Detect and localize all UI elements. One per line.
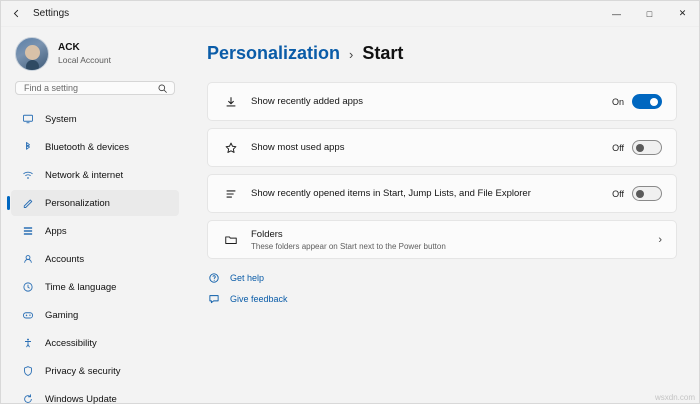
star-icon xyxy=(221,141,241,155)
setting-row-recently-added-apps[interactable] xyxy=(207,82,677,121)
toggle-switch[interactable] xyxy=(632,186,662,201)
main-content xyxy=(187,27,699,403)
sidebar-item-network-internet[interactable] xyxy=(11,162,179,188)
toggle-group xyxy=(612,94,662,109)
breadcrumb xyxy=(207,43,677,64)
sidebar-item-label: Apps xyxy=(45,225,67,237)
watermark: wsxdn.com xyxy=(654,393,695,402)
sidebar-item-bluetooth-devices[interactable] xyxy=(11,134,179,160)
minimize-button[interactable]: — xyxy=(612,8,621,19)
sidebar-item-label: Accessibility xyxy=(45,337,97,349)
sidebar-item-time-language[interactable] xyxy=(11,274,179,300)
page-title: Start xyxy=(362,43,404,63)
feedback-icon xyxy=(207,293,221,305)
shield-icon xyxy=(21,365,35,377)
give-feedback-label: Give feedback xyxy=(230,294,288,304)
system-icon xyxy=(21,113,35,125)
sidebar xyxy=(1,27,187,403)
sidebar-item-privacy-security[interactable] xyxy=(11,358,179,384)
sidebar-item-apps[interactable] xyxy=(11,218,179,244)
window-body xyxy=(1,27,699,403)
toggle-switch[interactable] xyxy=(632,94,662,109)
toggle-knob xyxy=(636,144,644,152)
setting-title: Show recently opened items in Start, Jump Lists, and File Explorer xyxy=(251,188,531,199)
gaming-icon xyxy=(21,309,35,321)
search-input[interactable] xyxy=(22,82,157,94)
search-icon xyxy=(157,83,168,94)
account-profile[interactable] xyxy=(1,31,187,79)
footer-links xyxy=(207,272,677,305)
sidebar-nav xyxy=(1,105,187,404)
profile-name: ACK xyxy=(58,42,80,54)
folders-title: Folders xyxy=(251,228,283,240)
setting-row-recently-opened-items[interactable] xyxy=(207,174,677,213)
sidebar-item-label: Privacy & security xyxy=(45,365,121,377)
toggle-state-label: On xyxy=(611,96,624,107)
sidebar-item-label: Network & internet xyxy=(45,169,124,181)
sidebar-item-label: System xyxy=(45,113,77,125)
download-icon xyxy=(221,95,241,109)
sidebar-item-personalization[interactable] xyxy=(11,190,179,216)
apps-icon xyxy=(21,225,35,237)
sidebar-item-accessibility[interactable] xyxy=(11,330,179,356)
sidebar-item-label: Accounts xyxy=(45,253,85,265)
update-icon xyxy=(21,393,35,404)
folders-text-block xyxy=(251,229,658,251)
toggle-knob xyxy=(636,190,644,198)
get-help-link[interactable] xyxy=(207,272,677,284)
chevron-right-icon[interactable]: › xyxy=(658,233,662,246)
folders-subtitle: These folders appear on Start next to the Power button xyxy=(251,241,446,251)
bluetooth-icon xyxy=(21,141,35,153)
toggle-switch[interactable] xyxy=(632,140,662,155)
toggle-state-label: Off xyxy=(612,188,624,199)
sidebar-item-label: Personalization xyxy=(45,197,110,209)
help-icon xyxy=(207,272,221,284)
avatar xyxy=(15,37,49,71)
profile-account-type: Local Account xyxy=(58,54,111,65)
breadcrumb-parent-link[interactable]: Personalization xyxy=(207,43,341,63)
accounts-icon xyxy=(21,253,35,265)
sidebar-item-windows-update[interactable] xyxy=(11,386,179,404)
back-button[interactable] xyxy=(1,1,31,27)
setting-title: Show most used apps xyxy=(251,142,345,153)
search-box[interactable] xyxy=(15,81,175,95)
sidebar-item-label: Gaming xyxy=(45,309,79,321)
setting-title: Show recently added apps xyxy=(251,96,363,107)
maximize-button[interactable]: □ xyxy=(646,8,653,19)
toggle-state-label: Off xyxy=(612,142,624,153)
setting-row-most-used-apps[interactable] xyxy=(207,128,677,167)
toggle-group xyxy=(612,186,662,201)
arrow-left-icon xyxy=(11,8,22,19)
sidebar-item-gaming[interactable] xyxy=(11,302,179,328)
setting-row-folders[interactable] xyxy=(207,220,677,259)
clock-icon xyxy=(21,281,35,293)
toggle-knob xyxy=(650,98,658,106)
personalization-icon xyxy=(21,197,35,209)
close-button[interactable]: ✕ xyxy=(678,8,687,18)
sidebar-item-system[interactable] xyxy=(11,106,179,132)
network-icon xyxy=(21,169,35,181)
give-feedback-link[interactable] xyxy=(207,293,677,305)
list-icon xyxy=(221,187,241,201)
profile-text xyxy=(58,42,111,65)
sidebar-item-label: Time & language xyxy=(45,281,117,293)
toggle-group xyxy=(612,140,662,155)
get-help-label: Get help xyxy=(230,273,265,283)
accessibility-icon xyxy=(21,337,35,349)
sidebar-item-label: Bluetooth & devices xyxy=(45,141,129,153)
folder-icon xyxy=(221,233,241,247)
sidebar-item-accounts[interactable] xyxy=(11,246,179,272)
chevron-right-icon: › xyxy=(349,47,354,62)
title-bar xyxy=(1,1,699,27)
sidebar-item-label: Windows Update xyxy=(45,393,117,404)
window-title: Settings xyxy=(33,8,70,19)
